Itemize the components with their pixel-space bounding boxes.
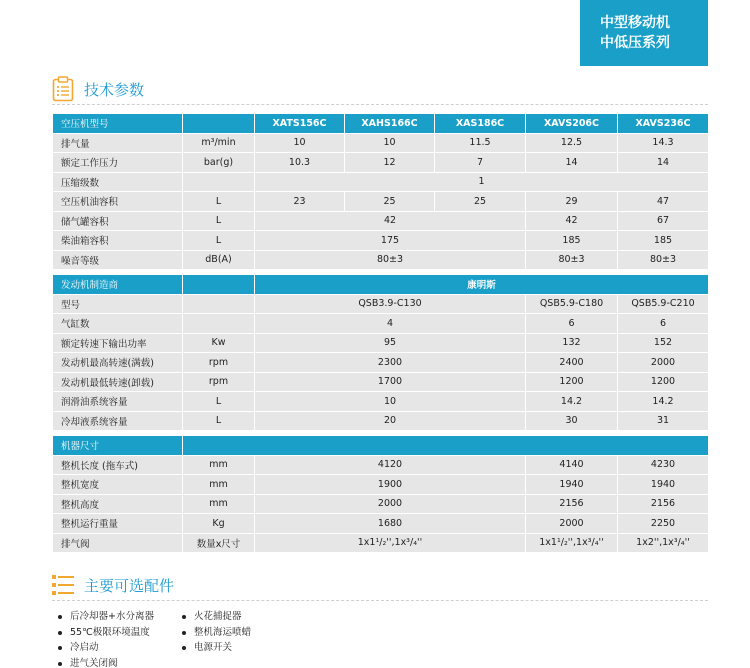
row-label: 空压机油容积: [53, 192, 183, 212]
cell: 1200: [618, 372, 709, 392]
engine-maker: 康明斯: [255, 275, 709, 295]
cell: 185: [618, 231, 709, 251]
cell: 14.2: [526, 392, 618, 412]
row-label: 整机宽度: [53, 475, 183, 495]
table-row: [53, 494, 709, 514]
cell-span: 42: [255, 211, 526, 231]
cell: 12: [345, 153, 435, 173]
row-label: 排气量: [53, 133, 183, 153]
row-unit: rpm: [183, 353, 255, 373]
options-title: 主要可选配件: [84, 576, 175, 595]
cell-span: 2300: [255, 353, 526, 373]
cell: 185: [526, 231, 618, 251]
cell-span: 175: [255, 231, 526, 251]
row-label: 整机运行重量: [53, 514, 183, 534]
row-unit: rpm: [183, 372, 255, 392]
cell: 1x1¹/₂'',1x³/₄'': [526, 533, 618, 553]
cell-span: 1x1¹/₂'',1x³/₄'': [255, 533, 526, 553]
table-row: [53, 455, 709, 475]
cell: 23: [255, 192, 345, 212]
cell: 1x2'',1x³/₄'': [618, 533, 709, 553]
options-header: [52, 574, 174, 596]
series-tab: [580, 0, 708, 66]
cell: 6: [526, 314, 618, 334]
cell: 2250: [618, 514, 709, 534]
cell: 2400: [526, 353, 618, 373]
row-label: 整机高度: [53, 494, 183, 514]
cell: 6: [618, 314, 709, 334]
cell-span: 80±3: [255, 250, 526, 270]
series-tab-line1: 中型移动机: [600, 15, 670, 31]
table-row: [53, 411, 709, 431]
table-row: [53, 294, 709, 314]
specs-divider: [52, 104, 708, 105]
table-row: [53, 475, 709, 495]
model-label: 空压机型号: [53, 114, 183, 134]
row-label: 整机长度 (拖车式): [53, 455, 183, 475]
cell: 25: [435, 192, 526, 212]
cell-span: 1700: [255, 372, 526, 392]
row-label: 额定工作压力: [53, 153, 183, 173]
header-blank: [183, 275, 255, 295]
list-icon: [52, 574, 74, 596]
cell: 80±3: [526, 250, 618, 270]
series-tab-line2: 中低压系列: [600, 35, 670, 51]
row-label: 冷却液系统容量: [53, 411, 183, 431]
model-col-3: XAS186C: [435, 114, 526, 134]
table-row: [53, 172, 709, 192]
model-col-4: XAVS206C: [526, 114, 618, 134]
cell: 10.3: [255, 153, 345, 173]
row-label: 压缩级数: [53, 172, 183, 192]
cell: 14: [526, 153, 618, 173]
model-header-row: [53, 114, 709, 134]
cell-span: 20: [255, 411, 526, 431]
row-unit: 数量x尺寸: [183, 533, 255, 553]
list-item: 进气关闭阀: [58, 656, 154, 668]
table-row: [53, 533, 709, 553]
row-label: 柴油箱容积: [53, 231, 183, 251]
model-col-5: XAVS236C: [618, 114, 709, 134]
list-item: 火花捕捉器: [182, 609, 251, 625]
row-label: 储气罐容积: [53, 211, 183, 231]
header-blank: [183, 114, 255, 134]
options-divider: [52, 600, 708, 601]
cell: 2156: [526, 494, 618, 514]
table-row: [53, 392, 709, 412]
row-unit: mm: [183, 475, 255, 495]
row-label: 排气阀: [53, 533, 183, 553]
cell: 30: [526, 411, 618, 431]
row-unit: L: [183, 192, 255, 212]
cell: 29: [526, 192, 618, 212]
row-unit: [183, 294, 255, 314]
table-row: [53, 250, 709, 270]
row-unit: Kg: [183, 514, 255, 534]
cell: 25: [345, 192, 435, 212]
cell: 4230: [618, 455, 709, 475]
cell: 11.5: [435, 133, 526, 153]
row-unit: mm: [183, 455, 255, 475]
row-unit: bar(g): [183, 153, 255, 173]
engine-header-row: [53, 275, 709, 295]
model-col-2: XAHS166C: [345, 114, 435, 134]
table-row: [53, 514, 709, 534]
list-item: 55℃极限环境温度: [58, 625, 154, 641]
cell: 2156: [618, 494, 709, 514]
cell: 132: [526, 333, 618, 353]
row-unit: L: [183, 231, 255, 251]
cell: 10: [255, 133, 345, 153]
row-unit: L: [183, 392, 255, 412]
options-list-right: [182, 609, 251, 656]
cell: 67: [618, 211, 709, 231]
cell: 1940: [618, 475, 709, 495]
cell: 14: [618, 153, 709, 173]
row-label: 型号: [53, 294, 183, 314]
row-label: 气缸数: [53, 314, 183, 334]
cell: 1940: [526, 475, 618, 495]
cell-span: 10: [255, 392, 526, 412]
row-unit: [183, 172, 255, 192]
table-row: [53, 133, 709, 153]
cell: 152: [618, 333, 709, 353]
cell: 31: [618, 411, 709, 431]
list-item: 整机海运喷蜡: [182, 625, 251, 641]
cell-span: 4120: [255, 455, 526, 475]
row-unit: [183, 314, 255, 334]
dims-label: 机器尺寸: [53, 436, 183, 456]
table-row: [53, 192, 709, 212]
header-blank: [183, 436, 709, 456]
cell: 7: [435, 153, 526, 173]
row-label: 发动机最低转速(卸载): [53, 372, 183, 392]
cell-span: 4: [255, 314, 526, 334]
cell-span: 2000: [255, 494, 526, 514]
cell: 14.3: [618, 133, 709, 153]
row-label: 发动机最高转速(满载): [53, 353, 183, 373]
cell-span: 95: [255, 333, 526, 353]
options-list-left: [58, 609, 154, 668]
list-item: 后冷却器+水分离器: [58, 609, 154, 625]
cell: QSB5.9-C180: [526, 294, 618, 314]
row-unit: Kw: [183, 333, 255, 353]
table-row: [53, 314, 709, 334]
table-row: [53, 231, 709, 251]
engine-label: 发动机制造商: [53, 275, 183, 295]
cell: 80±3: [618, 250, 709, 270]
row-unit: L: [183, 211, 255, 231]
table-row: [53, 353, 709, 373]
cell: 2000: [526, 514, 618, 534]
row-label: 额定转速下输出功率: [53, 333, 183, 353]
table-row: [53, 153, 709, 173]
cell: 14.2: [618, 392, 709, 412]
cell: 1200: [526, 372, 618, 392]
cell: 2000: [618, 353, 709, 373]
row-unit: L: [183, 411, 255, 431]
row-unit: mm: [183, 494, 255, 514]
table-row: [53, 372, 709, 392]
cell: 12.5: [526, 133, 618, 153]
table-row: [53, 333, 709, 353]
cell-span: 1: [255, 172, 709, 192]
cell: QSB5.9-C210: [618, 294, 709, 314]
specs-header: [52, 76, 144, 102]
cell: 47: [618, 192, 709, 212]
row-unit: m³/min: [183, 133, 255, 153]
list-item: 冷启动: [58, 640, 154, 656]
clipboard-icon: [52, 76, 74, 102]
dims-header-row: [53, 436, 709, 456]
row-label: 润滑油系统容量: [53, 392, 183, 412]
cell: 4140: [526, 455, 618, 475]
model-col-1: XATS156C: [255, 114, 345, 134]
specs-title: 技术参数: [84, 80, 145, 99]
cell-span: QSB3.9-C130: [255, 294, 526, 314]
row-label: 噪音等级: [53, 250, 183, 270]
cell-span: 1900: [255, 475, 526, 495]
cell: 10: [345, 133, 435, 153]
row-unit: dB(A): [183, 250, 255, 270]
cell: 42: [526, 211, 618, 231]
list-item: 电源开关: [182, 640, 251, 656]
specs-table: [52, 113, 709, 553]
cell-span: 1680: [255, 514, 526, 534]
table-row: [53, 211, 709, 231]
